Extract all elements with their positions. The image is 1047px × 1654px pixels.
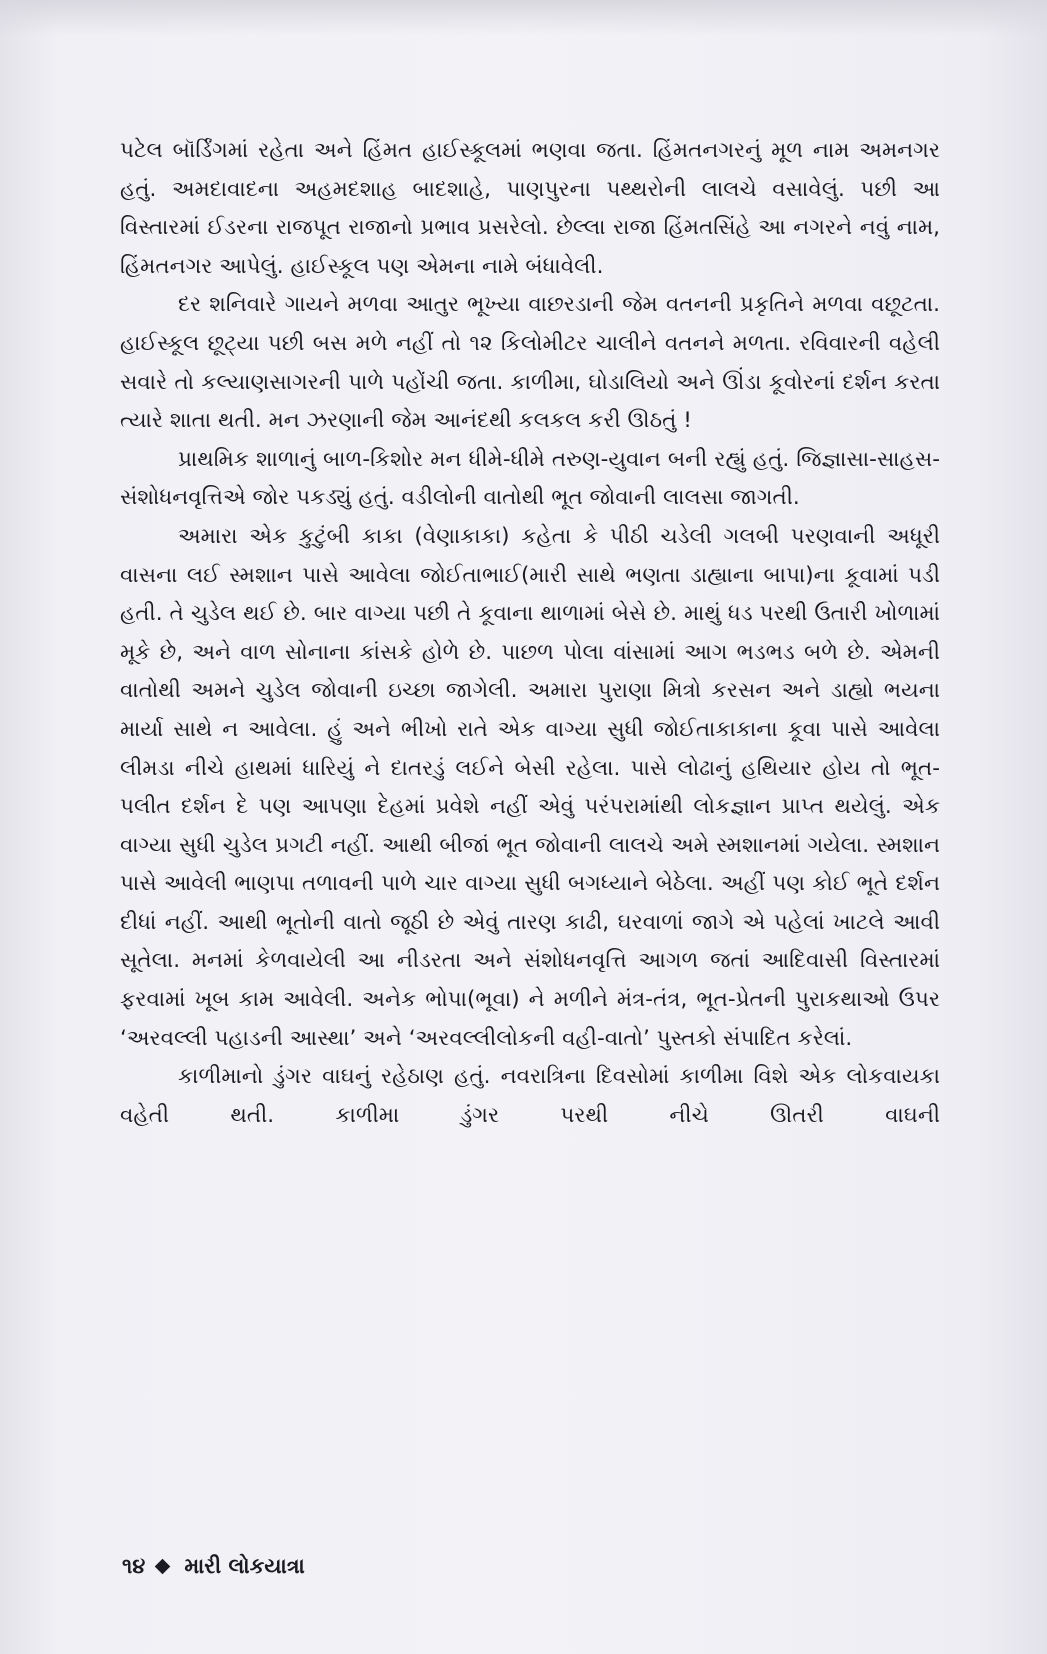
page-top-shadow [0,0,1047,36]
book-title: મારી લોકયાત્રા [184,1554,305,1578]
paragraph: અમારા એક કુટુંબી કાકા (વેણાકાકા) કહેતા કે પીઠી ચડેલી ગલબી પરણવાની અધૂરી વાસના લઈ સ્મશાન પાસે આવેલા જોઈતાભાઈ(મારી સાથે ભણતા ડાહ્યાના બાપા)ના કૂવામાં પડી હતી. તે ચુડેલ થઈ છે. બાર વાગ્યા પછી તે કૂવાના થાળામાં બેસે છે. માથું ધડ પરથી ઉતારી ખોળામાં મૂકે છે, અને વાળ સોનાના કાંસકે હોળે છે. પાછળ પોલા વાંસામાં આગ ભડભડ બળે છે. એમની વાતોથી અમને ચુડેલ જોવાની ઇચ્છા જાગેલી. અમારા પુરાણા મિત્રો કરસન અને ડાહ્યો ભયના માર્યા સાથે ન આવેલા. હું અને ભીખો રાતે એક વાગ્યા સુધી જોઈતાકાકાના કૂવા પાસે આવેલા લીમડા નીચે હાથમાં ધારિયું ને દાતરડું લઈને બેસી રહેલા. પાસે લોઢાનું હથિયાર હોય તો ભૂત-પલીત દર્શન દે પણ આપણા દેહમાં પ્રવેશે નહીં એવું પરંપરામાંથી લોકજ્ઞાન પ્રાપ્ત થયેલું. એક વાગ્યા સુધી ચુડેલ પ્રગટી નહીં. આથી બીજાં ભૂત જોવાની લાલચે અમે સ્મશાનમાં ગયેલા. સ્મશાન પાસે આવેલી ભાણપા તળાવની પાળે ચાર વાગ્યા સુધી બગધ્યાને બેઠેલા. અહીં પણ કોઈ ભૂતે દર્શન દીધાં નહીં. આથી ભૂતોની વાતો જૂઠી છે એવું તારણ કાઢી, ઘરવાળાં જાગે એ પહેલાં ખાટલે આવી સૂતેલા. મનમાં કેળવાયેલી આ નીડરતા અને સંશોધનવૃત્તિ આગળ જતાં આદિવાસી વિસ્તારમાં ફરવામાં ખૂબ કામ આવેલી. અનેક ભોપા(ભૂવા) ને મળીને મંત્ર-તંત્ર, ભૂત-પ્રેતની પુરાકથાઓ ઉપર ‘અરવલ્લી પહાડની આસ્થા’ અને ‘અરવલ્લીલોકની વહી-વાતો’ પુસ્તકો સંપાદિત કરેલાં. [120,523,940,1051]
body-text [120,132,940,1135]
page-number: ૧૪ [122,1554,146,1578]
paragraph: પટેલ બૉર્ડિંગમાં રહેતા અને હિંમત હાઈસ્કૂલમાં ભણવા જતા. હિંમતનગરનું મૂળ નામ અમનગર હતું. અમદાવાદના અહમદશાહ બાદશાહે, પાણપુરના પથ્થરોની લાલચે વસાવેલું. પછી આ વિસ્તારમાં ઈડરના રાજપૂત રાજાનો પ્રભાવ પ્રસરેલો. છેલ્લા રાજા હિંમતસિંહે આ નગરને નવું નામ, હિંમતનગર આપેલું. હાઈસ્કૂલ પણ એમના નામે બંધાવેલી. [120,138,940,279]
page-footer [122,1554,305,1579]
diamond-icon [155,1559,171,1575]
paragraph: પ્રાથમિક શાળાનું બાળ-કિશોર મન ધીમે-ધીમે તરુણ-યુવાન બની રહ્યું હતું. જિજ્ઞાસા-સાહસ-સંશોધનવૃત્તિએ જોર પકડ્યું હતું. વડીલોની વાતોથી ભૂત જોવાની લાલસા જાગતી. [120,446,940,511]
paragraph: દર શનિવારે ગાયને મળવા આતુર ભૂખ્યા વાછરડાની જેમ વતનની પ્રકૃતિને મળવા વછૂટતા. હાઈસ્કૂલ છૂટ્યા પછી બસ મળે નહીં તો ૧૨ કિલોમીટર ચાલીને વતનને મળતા. રવિવારની વહેલી સવારે તો કલ્યાણસાગરની પાળે પહોંચી જતા. કાળીમા, ઘોડાલિયો અને ઊંડા કૂવોરનાં દર્શન કરતા ત્યારે શાતા થતી. મન ઝરણાની જેમ આનંદથી કલકલ કરી ઊઠતું ! [120,292,940,434]
paragraph: કાળીમાનો ડુંગર વાઘનું રહેઠાણ હતું. નવરાત્રિના દિવસોમાં કાળીમા વિશે એક લોકવાયકા વહેતી થતી. કાળીમા ડુંગર પરથી નીચે ઊતરી વાઘની [120,1064,940,1128]
